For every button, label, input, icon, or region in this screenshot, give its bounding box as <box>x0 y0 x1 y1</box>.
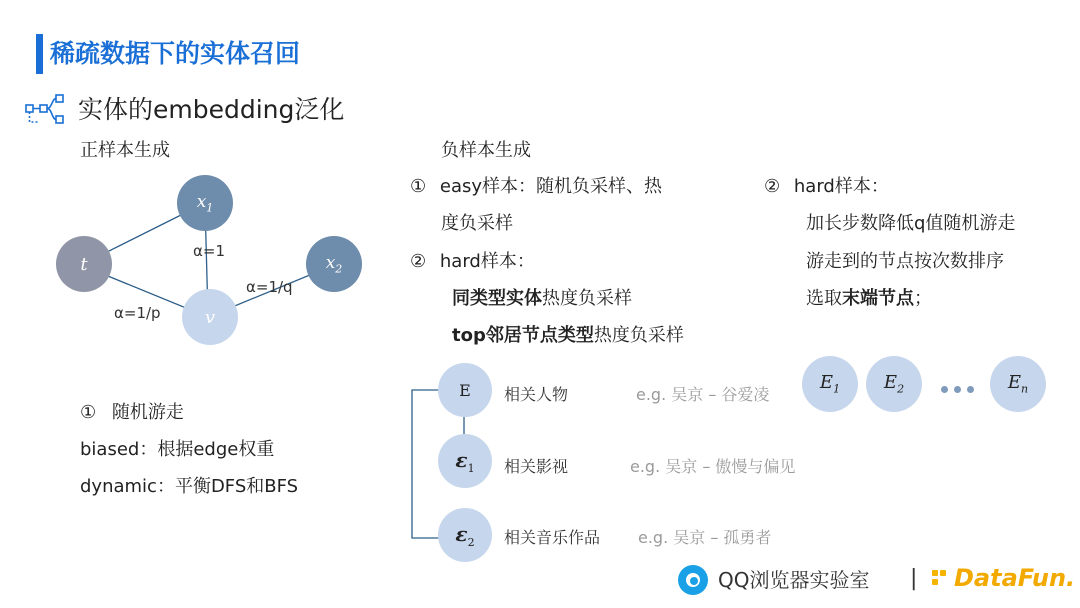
hard-sample-title <box>410 249 535 275</box>
entity-node-epsilon-1 <box>438 434 492 488</box>
hard-item-neighbor-type <box>452 323 684 349</box>
hard-item-b-bold: top邻居节点类型 <box>452 325 594 346</box>
sequence-node-E1-label: $E_1$ <box>819 372 841 396</box>
tree-example-film: e.g. 吴京 – 傲慢与偏见 <box>630 457 796 476</box>
hard-right-number: ② <box>764 176 781 197</box>
hard-right-line1: 加长步数降低q值随机游走 <box>806 213 1016 234</box>
entity-node-epsilon-2 <box>438 508 492 562</box>
random-walk-label: 随机游走 <box>111 402 184 423</box>
node-x2-label: $x_2$ <box>325 252 343 276</box>
easy-text-1: easy样本：随机负采样、热 <box>439 176 663 197</box>
hard-right-title <box>764 174 889 200</box>
node-x1-label: $x_1$ <box>196 191 214 215</box>
entity-node-E <box>438 363 492 417</box>
hard-item-a-bold: 同类型实体 <box>452 288 542 309</box>
sequence-node-En-label: $E_n$ <box>1007 372 1029 396</box>
entity-node-epsilon-1-label: $\varepsilon_1$ <box>455 447 475 475</box>
node-x1 <box>177 175 233 231</box>
page-title: 稀疏数据下的实体召回 <box>50 39 301 68</box>
hard-right-line3-post: ； <box>914 288 932 309</box>
edge-label-alpha-1: α=1 <box>193 242 225 260</box>
easy-sample-line1 <box>410 174 662 200</box>
hard-right-line3-bold: 末端节点 <box>842 288 914 309</box>
hard-label: hard样本： <box>439 251 535 272</box>
hard-item-a-rest: 热度负采样 <box>542 288 632 309</box>
section-subtitle: 实体的embedding泛化 <box>78 95 345 124</box>
sequence-node-E2-label: $E_2$ <box>883 372 905 396</box>
tree-example-music: e.g. 吴京 – 孤勇者 <box>638 528 772 547</box>
hard-right-line3 <box>806 286 932 312</box>
node-t <box>56 236 112 292</box>
sequence-node-E2 <box>866 356 922 412</box>
node-x2 <box>306 236 362 292</box>
sequence-node-En <box>990 356 1046 412</box>
negative-heading: 负样本生成 <box>441 140 531 161</box>
sequence-ellipsis <box>938 378 977 397</box>
tree-label-people: 相关人物 <box>504 385 569 404</box>
hard-item-same-type <box>452 286 632 312</box>
footer-divider: | <box>910 566 918 591</box>
dynamic-text: dynamic：平衡DFS和BFS <box>80 476 299 497</box>
edge-label-alpha-p: α=1/p <box>114 304 161 322</box>
title-accent-bar <box>36 34 43 74</box>
node-v <box>182 289 238 345</box>
biased-text: biased：根据edge权重 <box>80 439 275 460</box>
flowchart-icon <box>24 92 66 126</box>
tree-example-people: e.g. 吴京 – 谷爱凌 <box>636 385 770 404</box>
sequence-node-E1 <box>802 356 858 412</box>
edge-label-alpha-q: α=1/q <box>246 278 293 296</box>
tree-label-music: 相关音乐作品 <box>504 528 601 547</box>
qq-browser-logo-icon <box>678 565 708 595</box>
easy-number: ① <box>410 176 427 197</box>
hard-right-label: hard样本： <box>793 176 889 197</box>
node-v-label: v <box>204 306 216 328</box>
node-t-label: t <box>80 253 88 275</box>
hard-number: ② <box>410 251 427 272</box>
datafun-logo-icon <box>930 566 954 590</box>
hard-right-line3-pre: 选取 <box>806 288 842 309</box>
footer-brand-datafun: DataFun. <box>954 564 1076 592</box>
random-walk-title <box>80 400 184 426</box>
entity-node-E-label: E <box>459 380 471 400</box>
entity-node-epsilon-2-label: $\varepsilon_2$ <box>455 521 475 549</box>
footer-brand-qq: QQ浏览器实验室 <box>718 568 870 592</box>
tree-label-film: 相关影视 <box>504 457 569 476</box>
easy-sample-line2: 度负采样 <box>441 213 513 234</box>
hard-right-line2: 游走到的节点按次数排序 <box>806 251 1004 272</box>
positive-heading: 正样本生成 <box>80 140 170 161</box>
hard-item-b-rest: 热度负采样 <box>593 325 684 346</box>
random-walk-number: ① <box>80 402 97 423</box>
